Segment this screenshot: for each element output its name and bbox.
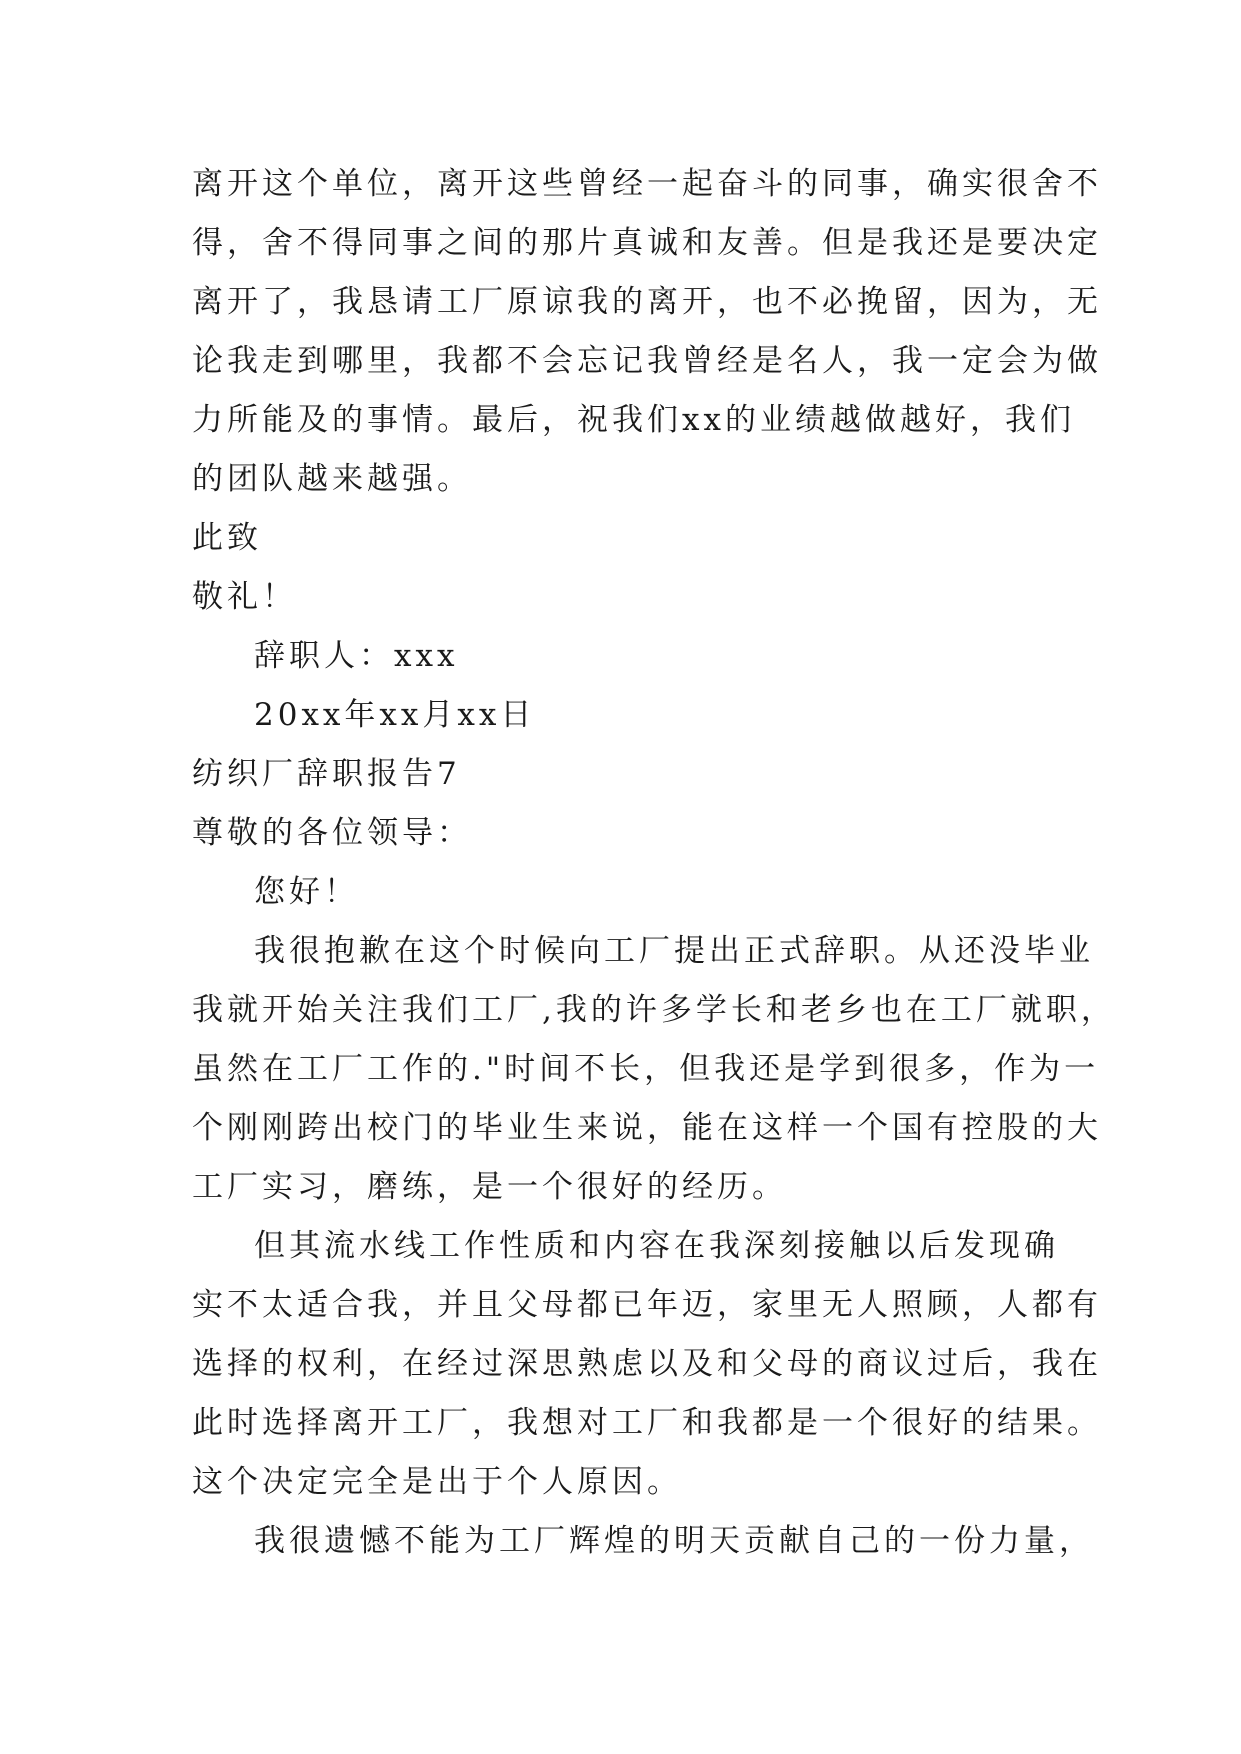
text-line: 但其流水线工作性质和内容在我深刻接触以后发现确 — [254, 1228, 1059, 1264]
text-line: 我很抱歉在这个时候向工厂提出正式辞职。从还没毕业 — [254, 933, 1094, 969]
closing-line-2: 敬礼！ — [192, 579, 297, 615]
paragraph-farewell — [192, 155, 1102, 509]
text-line: 的团队越来越强。 — [192, 461, 472, 497]
salutation-line: 尊敬的各位领导： — [192, 815, 472, 851]
text-line: 选择的权利，在经过深思熟虑以及和父母的商议过后，我在 — [192, 1346, 1102, 1382]
signer-line: 辞职人：xxx — [254, 638, 459, 674]
paragraph-regret — [192, 1512, 1094, 1571]
date-line: 20xx年xx月xx日 — [254, 697, 536, 733]
text-line: 我很遗憾不能为工厂辉煌的明天贡献自己的一份力量， — [254, 1523, 1094, 1559]
text-line: 得，舍不得同事之间的那片真诚和友善。但是我还是要决定 — [192, 225, 1102, 261]
text-line: 实不太适合我，并且父母都已年迈，家里无人照顾，人都有 — [192, 1287, 1102, 1323]
text-line: 论我走到哪里，我都不会忘记我曾经是名人，我一定会为做 — [192, 343, 1102, 379]
text-line: 力所能及的事情。最后，祝我们xx的业绩越做越好，我们 — [192, 402, 1075, 438]
greeting-line: 您好！ — [254, 874, 359, 910]
text-line: 离开这个单位，离开这些曾经一起奋斗的同事，确实很舍不 — [192, 166, 1102, 202]
closing-line-1: 此致 — [192, 520, 262, 556]
text-line: 这个决定完全是出于个人原因。 — [192, 1464, 682, 1500]
document-body — [192, 155, 1116, 1571]
text-line: 离开了，我恳请工厂原谅我的离开，也不必挽留，因为，无 — [192, 284, 1102, 320]
text-line: 虽然在工厂工作的."时间不长，但我还是学到很多，作为一 — [192, 1051, 1100, 1087]
section-heading: 纺织厂辞职报告7 — [192, 756, 461, 792]
paragraph-reasons — [192, 1217, 1102, 1512]
text-line: 工厂实习，磨练，是一个很好的经历。 — [192, 1169, 787, 1205]
text-line: 此时选择离开工厂，我想对工厂和我都是一个很好的结果。 — [192, 1405, 1102, 1441]
text-line: 我就开始关注我们工厂,我的许多学长和老乡也在工厂就职， — [192, 992, 1116, 1028]
text-line: 个刚刚跨出校门的毕业生来说，能在这样一个国有控股的大 — [192, 1110, 1102, 1146]
paragraph-apology — [192, 922, 1116, 1217]
